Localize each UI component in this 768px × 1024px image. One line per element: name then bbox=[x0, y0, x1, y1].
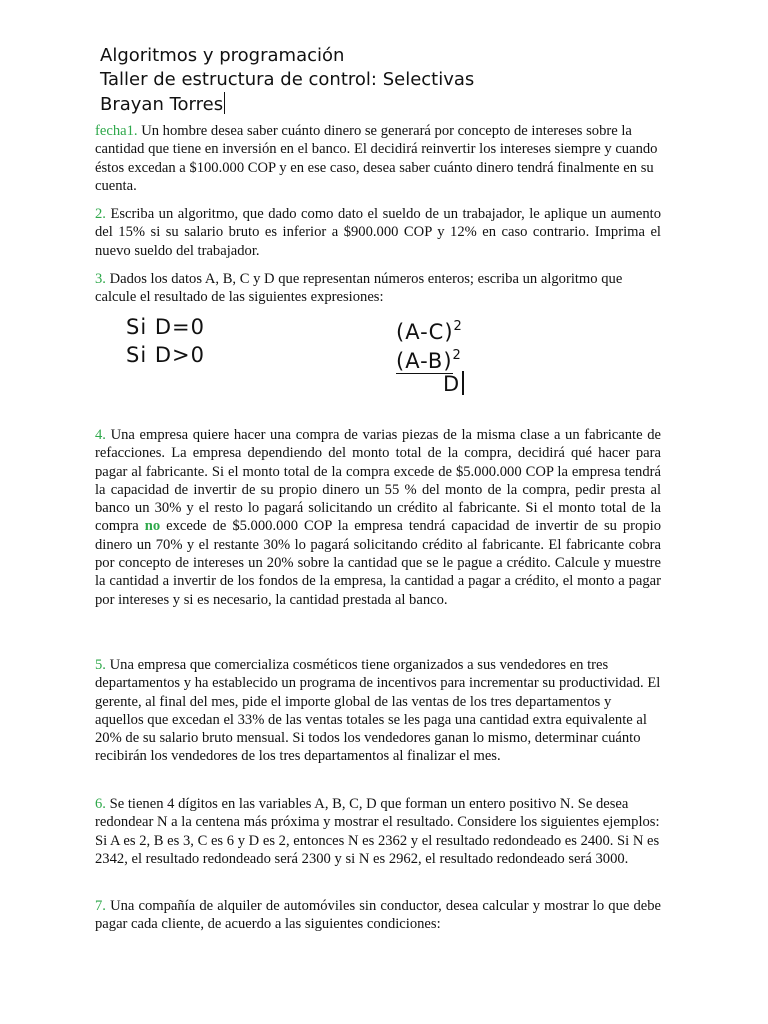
author-name: Brayan Torres bbox=[100, 92, 474, 117]
exercise-number: 7. bbox=[95, 898, 106, 914]
exponent: 2 bbox=[453, 319, 463, 334]
exercise-text: Se tienen 4 dígitos en las variables A, B, C, D que forman un entero positivo N. Se desea redondear N a la centena más próxima y mostrar el resultado. Considere los siguientes ejemplos: Si A es 2, B es 3, C es 6 y D es 2, entonces N es 2362 y el resultado redondeado es 2400. Si N es 2342, el resultado redondeado será 2300 y si N es 2962, el resultado redondeado será 3000. bbox=[95, 796, 660, 867]
exercise-text: Dados los datos A, B, C y D que representan números enteros; escriba un algoritmo que calcule el resultado de las siguientes expresiones: bbox=[95, 271, 623, 306]
exercise-text: Un hombre desea saber cuánto dinero se generará por concepto de intereses sobre la cantidad que tiene en inversión en el banco. El decidirá reinvertir los intereses siempre y cuando éstos excedan a $100.000 COP y en ese caso, desea saber cuánto dinero tendrá finalmente en su cuenta. bbox=[95, 123, 658, 194]
highlighted-word: no bbox=[144, 518, 161, 535]
exercise-text: Una empresa que comercializa cosméticos tiene organizados a sus vendedores en tres departamentos y ha establecido un programa de incentivos para incrementar su productividad. El gerente, al final del mes, pide el importe global de las ventas de los tres departamentos y aquellos que excedan el 33% de las ventas totales se les paga una cantidad extra equivalente al 20% de su salario bruto mensual. Si todos los vendedores ganan lo mismo, determinar cuánto recibirán los vendedores de los tres departamentos al finalizar el mes. bbox=[95, 657, 661, 765]
expression-1: $(A-C)^2$ bbox=[396, 319, 463, 344]
exercise-4 bbox=[95, 426, 661, 609]
condition-d-greater-zero: Si D>0 bbox=[126, 343, 205, 367]
exercise-number: fecha1. bbox=[95, 123, 138, 139]
exercise-number: 6. bbox=[95, 796, 106, 812]
exercise-number: 2. bbox=[95, 206, 106, 222]
exercise-text: Una empresa quiere hacer una compra de varias piezas de la misma clase a un fabricante de refacciones. La empresa dependiendo del monto total de la compra, decidirá qué hacer para pagar al fabricante. Si el monto total de la compra excede de $5.000.000 COP la empresa tendrá la capacidad de invertir de su propio dinero un 55 % del monto de la compra, pedir presta al banco un 30% y el resto lo pagará solicitando un crédito al fabricante. Si el monto total de la compra bbox=[95, 427, 661, 535]
text-cursor bbox=[224, 92, 225, 114]
exercise-text: Escriba un algoritmo, que dado como dato el sueldo de un trabajador, le aplique un aumento del 15% si su salario bruto es inferior a $900.000 COP y 12% en caso contrario. Imprima el nuevo sueldo del trabajador. bbox=[95, 206, 661, 259]
document-header bbox=[100, 44, 474, 117]
exercise-text-continued: excede de $5.000.000 COP la empresa tendrá capacidad de invertir de su propio dinero un 70% y el restante 30% lo pagará solicitando crédito al fabricante. El fabricante cobra por concepto de intereses un 20% sobre la cantidad que se le pague a crédito. Calcule y muestre la cantidad a invertir de los fondos de la empresa, la cantidad a pagar a crédito, el monto a pagar por intereses y si es necesario, la cantidad prestada al banco. bbox=[95, 518, 661, 608]
course-title: Algoritmos y programación bbox=[100, 45, 345, 66]
workshop-title: Taller de estructura de control: Selectivas bbox=[100, 69, 475, 90]
exercise-number: 4. bbox=[95, 427, 106, 443]
exercise-3 bbox=[95, 270, 661, 307]
exercise-number: 5. bbox=[95, 657, 106, 673]
exercise-7 bbox=[95, 897, 661, 934]
exponent: 2 bbox=[452, 348, 462, 363]
exercise-6 bbox=[95, 795, 661, 868]
exercise-2 bbox=[95, 205, 661, 260]
expression-2-denominator: D bbox=[443, 371, 464, 397]
exercise-1 bbox=[95, 122, 661, 195]
expression-2-numerator: $(A-B)^2$ bbox=[396, 348, 462, 373]
condition-d-equals-zero: Si D=0 bbox=[126, 315, 205, 339]
exercise-5 bbox=[95, 656, 661, 766]
exercise-number: 3. bbox=[95, 271, 106, 287]
exercise-text: Una compañía de alquiler de automóviles sin conductor, desea calcular y mostrar lo que debe pagar cada cliente, de acuerdo a las siguientes condiciones: bbox=[95, 898, 661, 933]
text-cursor bbox=[462, 371, 464, 395]
